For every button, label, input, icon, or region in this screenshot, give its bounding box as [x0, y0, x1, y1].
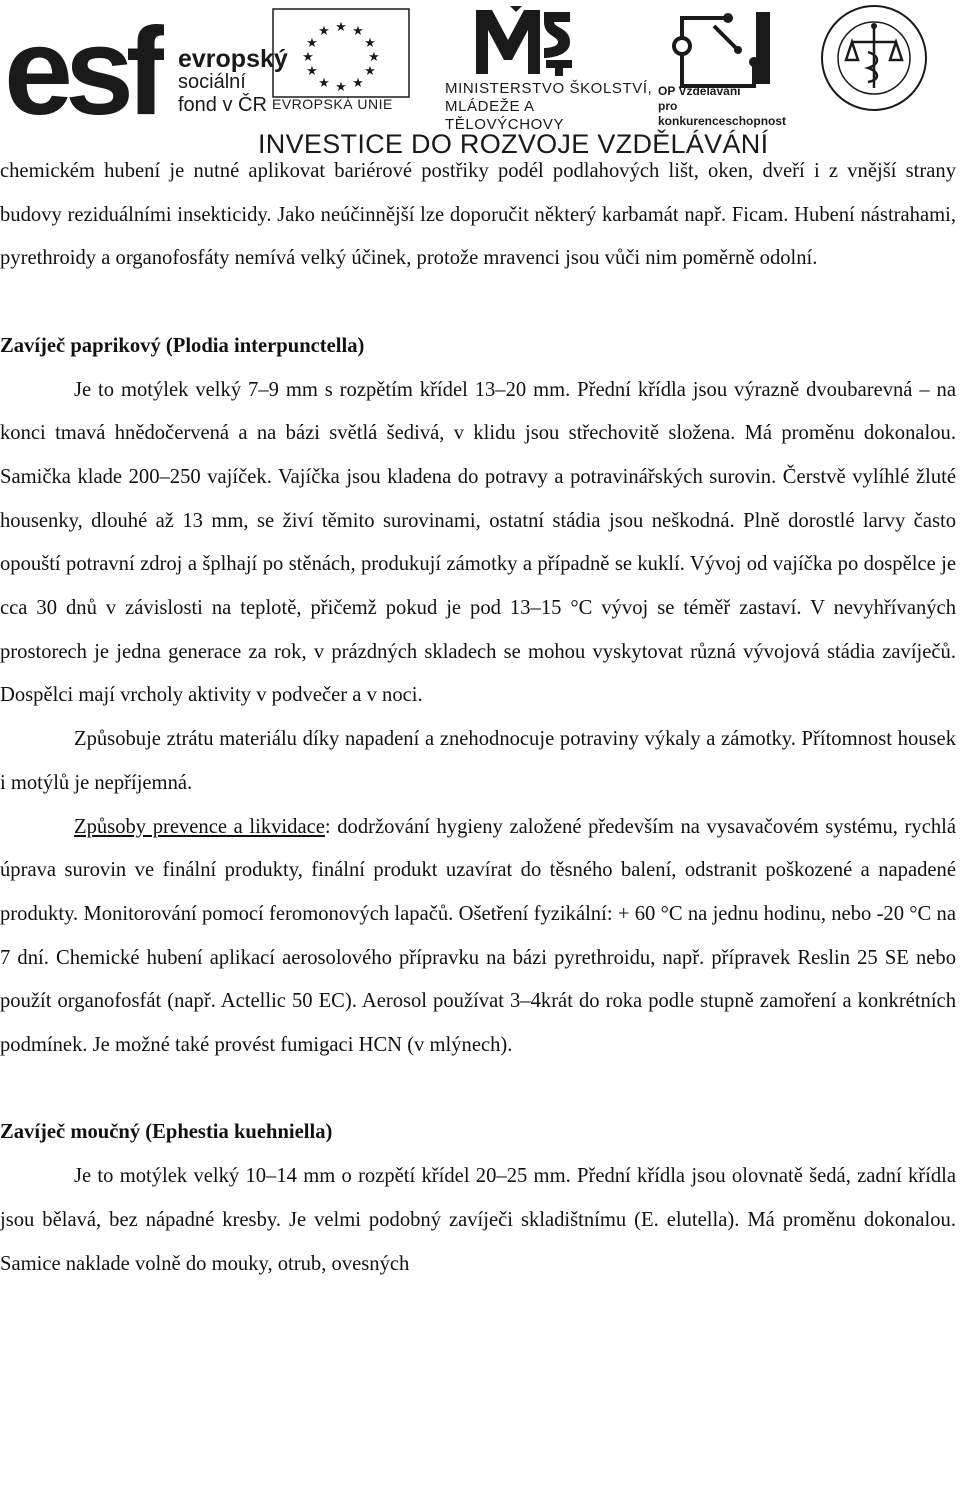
svg-text:★: ★ [318, 76, 330, 91]
paragraph-ant-control: chemickém hubení je nutné aplikovat bariérové postřiky podél podlahových lišt, oken, dveří i z vnější strany budovy reziduálními insekticidy. Jako neúčinnější lze doporučit některý karbamát např. Ficam. Hubení nástrahami, pyrethroidy a organofosfáty nemívá velký účinek, protože mravenci jsou vůči nim poměrně odolní. [0, 160, 956, 270]
spacer [0, 281, 956, 325]
svg-text:★: ★ [318, 24, 330, 39]
svg-text:★: ★ [364, 64, 376, 79]
prevention-label: Způsoby prevence a likvidace [74, 815, 325, 838]
document-body [0, 150, 956, 1286]
msmt-line-1: MINISTERSTVO ŠKOLSTVÍ, [445, 80, 653, 97]
esf-line-3: fond v ČR [178, 94, 267, 116]
heading-plodia: Zavíječ paprikový (Plodia interpunctella) [0, 334, 365, 357]
svg-text:★: ★ [352, 24, 364, 39]
svg-text:esf: esf [4, 10, 160, 122]
svg-text:★: ★ [335, 20, 347, 35]
svg-text:★: ★ [364, 36, 376, 51]
paragraph-ephestia-description: Je to motýlek velký 10–14 mm o rozpětí křídel 20–25 mm. Přední křídla jsou olovnatě šedá, zadní křídla jsou bělavá, bez nápadné kresby. Je velmi podobný zavíječi skladištnímu (E. elutella). Má proměnu dokonalou. Samice naklade volně do mouky, otrub, ovesných [0, 1165, 956, 1275]
paragraph-plodia-prevention [0, 806, 956, 1068]
op-line-2: pro konkurenceschopnost [658, 99, 787, 128]
prevention-text: : dodržování hygieny založené především na vysavačovém systému, rychlá úprava surovin ve finální produkty, finální produkt uzavírat do těsného balení, odstranit poškozené a napadené produkty. Monitorování pomocí feromonových lapačů. Ošetření fyzikální: + 60 °C na jednu hodinu, nebo -20 °C na 7 dní. Chemické hubení aplikací aerosolového přípravku na bázi pyrethroidu, např. přípravek Reslin 25 SE nebo použít organofosfát (např. Actellic 50 EC). Aerosol používat 3–4krát do roka podle stupně zamoření a konkrétních podmínek. Je možné také provést fumigaci HCN (v mlýnech). [0, 815, 956, 1057]
eu-label: EVROPSKÁ UNIE [272, 96, 393, 112]
op-line-1: OP Vzdělávání [658, 84, 741, 98]
svg-text:★: ★ [352, 76, 364, 91]
esf-logo-icon [4, 10, 164, 122]
op-logo-text [658, 84, 808, 129]
heading-ephestia: Zavíječ moučný (Ephestia kuehniella) [0, 1121, 333, 1144]
paragraph-plodia-description: Je to motýlek velký 7–9 mm s rozpětím křídel 13–20 mm. Přední křídla jsou výrazně dvoubarevná – na konci tmavá hnědočervená a na bázi světlá šedivá, v klidu jsou střechovitě složena. Má proměnu dokonalou. Samička klade 200–250 vajíček. Vajíčka jsou kladena do potravy a potravinářských surovin. Čerstvě vylíhlé žluté housenky, dlouhé až 13 mm, se živí těmito surovinami, ostatní stádia jsou neškodná. Plně dorostlé larvy často opouští potravní zdroj a šplhají po stěnách, produkují zámotky a případně se kuklí. Vývoj od vajíčka po dospělce je cca 30 dnů v závislosti na teplotě, přičemž pokud je pod 13–15 °C vývoj se téměř zastaví. V nevyhřívaných prostorech je jedna generace za rok, v prázdných skladech se mohou vyskytovat různá vývojová stádia zavíječů. Dospělci mají vrcholy aktivity v podvečer a v noci. [0, 378, 956, 707]
paragraph-plodia-damage: Způsobuje ztrátu materiálu díky napadení a znehodnocuje potraviny výkaly a zámotky. Přítomnost housek i motýlů je nepříjemná. [0, 728, 956, 794]
svg-text:★: ★ [306, 36, 318, 51]
logo-header [0, 0, 960, 158]
esf-line-2: sociální [178, 71, 246, 93]
esf-line-1: evropský [178, 45, 288, 73]
svg-text:★: ★ [335, 80, 347, 95]
msmt-line-2: MLÁDEŽE A TĚLOVÝCHOVY [445, 98, 565, 133]
msmt-logo-icon [470, 4, 576, 80]
svg-text:★: ★ [306, 64, 318, 79]
svg-text:★: ★ [302, 50, 314, 65]
investment-banner: INVESTICE DO ROZVOJE VZDĚLÁVÁNÍ [258, 129, 769, 159]
svg-text:★: ★ [368, 50, 380, 65]
university-seal-icon [814, 2, 934, 114]
spacer [0, 1068, 956, 1112]
msmt-logo-text [445, 80, 655, 134]
op-logo-icon [668, 6, 774, 96]
eu-flag-icon [272, 8, 410, 98]
